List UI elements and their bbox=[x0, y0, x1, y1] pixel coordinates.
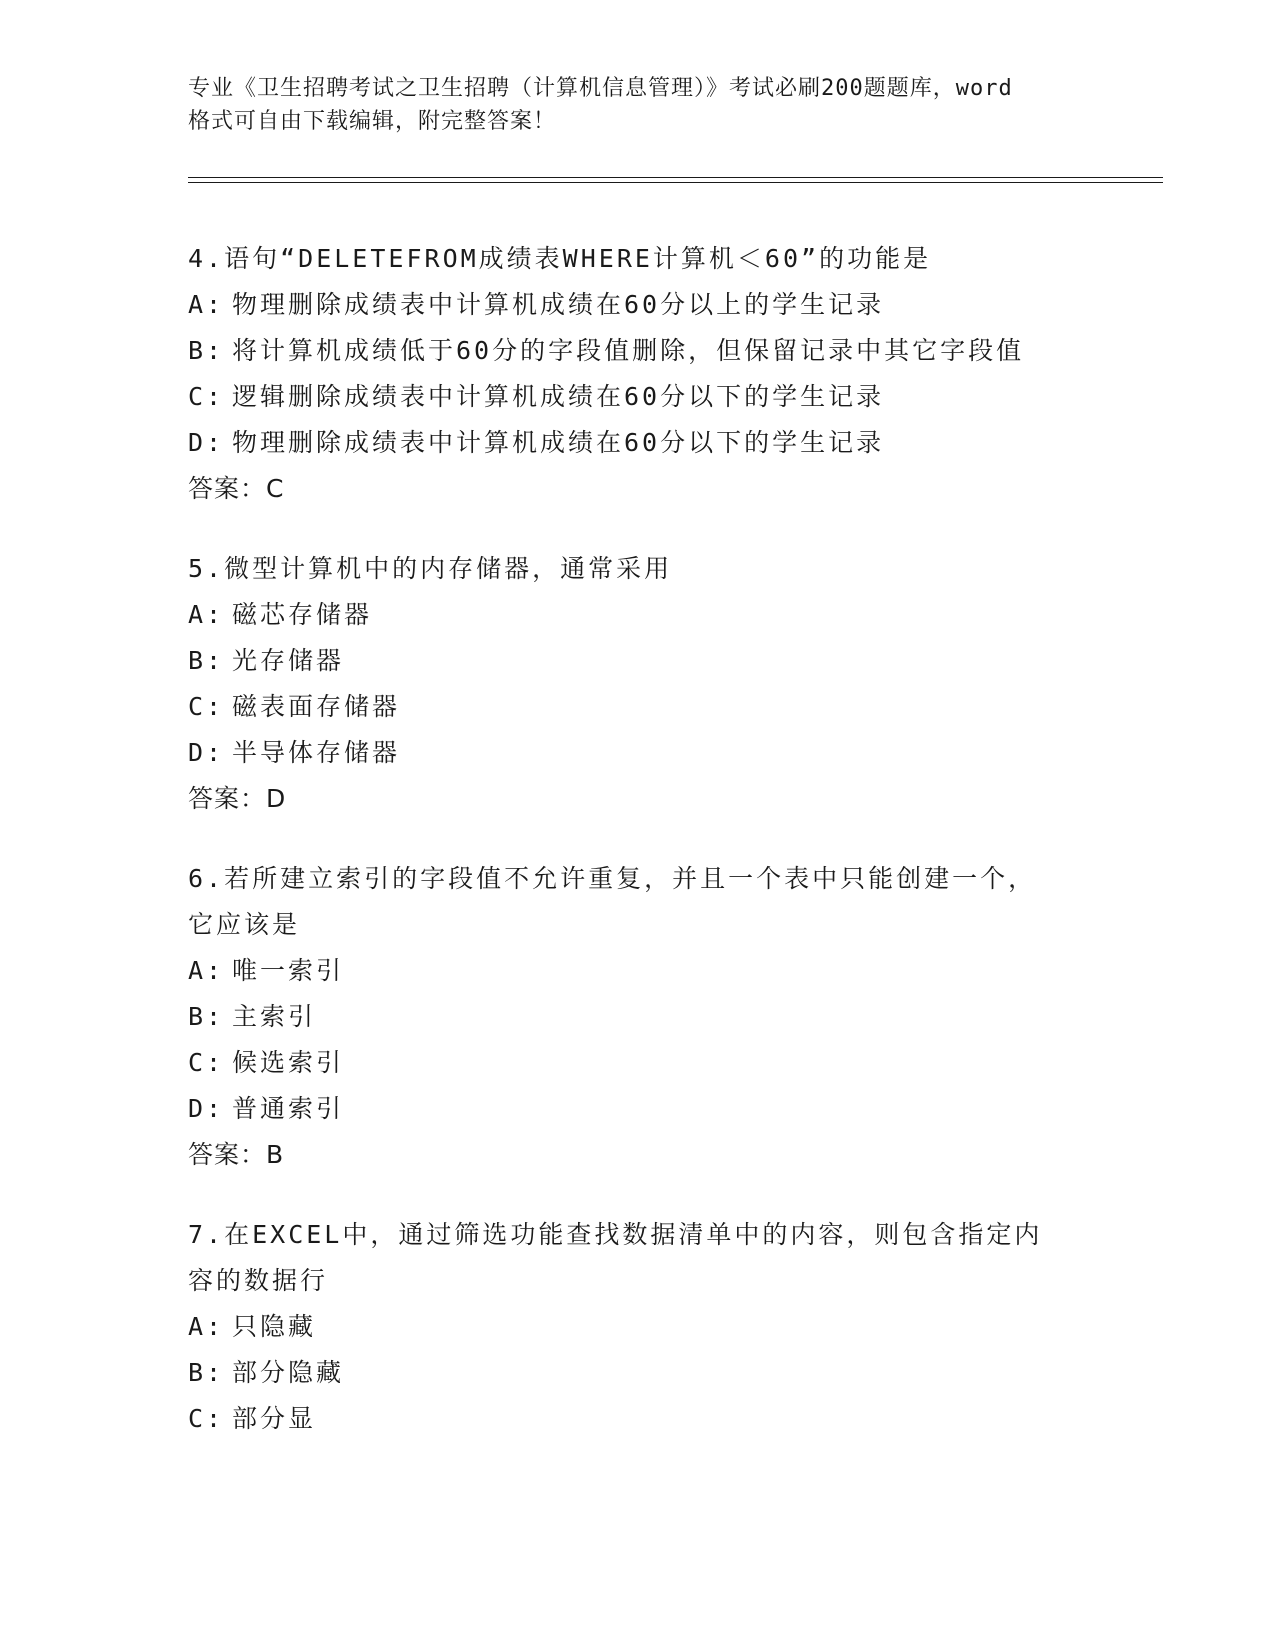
option-text: 磁芯存储器 bbox=[232, 600, 373, 629]
question-4 bbox=[188, 236, 1088, 512]
question-stem bbox=[188, 236, 1088, 282]
option-text: 部分显 bbox=[232, 1404, 317, 1433]
option-a bbox=[188, 948, 1088, 994]
option-key: C: bbox=[188, 382, 225, 411]
option-b bbox=[188, 638, 1088, 684]
document-header bbox=[188, 72, 1088, 138]
option-a bbox=[188, 1304, 1088, 1350]
question-stem-line: 6.若所建立索引的字段值不允许重复，并且一个表中只能创建一个， bbox=[188, 864, 1037, 893]
question-7 bbox=[188, 1212, 1088, 1442]
option-c bbox=[188, 374, 1088, 420]
option-text: 半导体存储器 bbox=[232, 738, 401, 767]
option-b bbox=[188, 328, 1088, 374]
option-text: 候选索引 bbox=[232, 1048, 345, 1077]
option-key: C: bbox=[188, 1048, 225, 1077]
option-d bbox=[188, 730, 1088, 776]
option-b bbox=[188, 1350, 1088, 1396]
option-a bbox=[188, 592, 1088, 638]
option-a bbox=[188, 282, 1088, 328]
option-c bbox=[188, 1396, 1088, 1442]
option-text: 普通索引 bbox=[232, 1094, 345, 1123]
header-divider-bottom bbox=[188, 182, 1163, 183]
option-key: A: bbox=[188, 956, 225, 985]
answer-line: 答案：D bbox=[188, 784, 287, 813]
option-key: D: bbox=[188, 738, 225, 767]
option-d bbox=[188, 420, 1088, 466]
option-b bbox=[188, 994, 1088, 1040]
header-divider-top bbox=[188, 177, 1163, 178]
option-key: D: bbox=[188, 428, 225, 457]
option-key: B: bbox=[188, 646, 225, 675]
question-stem-line: 容的数据行 bbox=[188, 1266, 329, 1295]
option-text: 将计算机成绩低于60分的字段值删除，但保留记录中其它字段值 bbox=[232, 336, 1025, 365]
option-text: 物理删除成绩表中计算机成绩在60分以下的学生记录 bbox=[232, 428, 885, 457]
question-stem-line: 它应该是 bbox=[188, 910, 301, 939]
option-text: 主索引 bbox=[232, 1002, 317, 1031]
question-stem-line: 5.微型计算机中的内存储器，通常采用 bbox=[188, 554, 673, 583]
question-stem-line: 4.语句“DELETEFROM成绩表WHERE计算机＜60”的功能是 bbox=[188, 244, 932, 273]
question-list bbox=[188, 236, 1088, 1476]
option-key: A: bbox=[188, 600, 225, 629]
option-text: 只隐藏 bbox=[232, 1312, 317, 1341]
option-key: A: bbox=[188, 1312, 225, 1341]
option-key: B: bbox=[188, 1002, 225, 1031]
option-key: D: bbox=[188, 1094, 225, 1123]
option-c bbox=[188, 684, 1088, 730]
question-stem bbox=[188, 1212, 1088, 1304]
option-c bbox=[188, 1040, 1088, 1086]
header-line-1: 专业《卫生招聘考试之卫生招聘（计算机信息管理）》考试必刷200题题库，word bbox=[188, 76, 1013, 101]
option-text: 光存储器 bbox=[232, 646, 345, 675]
option-key: B: bbox=[188, 1358, 225, 1387]
option-text: 逻辑删除成绩表中计算机成绩在60分以下的学生记录 bbox=[232, 382, 885, 411]
header-line-2: 格式可自由下载编辑，附完整答案！ bbox=[188, 109, 557, 134]
question-5 bbox=[188, 546, 1088, 822]
option-key: B: bbox=[188, 336, 225, 365]
option-text: 磁表面存储器 bbox=[232, 692, 401, 721]
option-key: C: bbox=[188, 692, 225, 721]
option-key: A: bbox=[188, 290, 225, 319]
question-stem bbox=[188, 546, 1088, 592]
answer-line: 答案：B bbox=[188, 1140, 285, 1169]
option-text: 物理删除成绩表中计算机成绩在60分以上的学生记录 bbox=[232, 290, 885, 319]
option-text: 部分隐藏 bbox=[232, 1358, 345, 1387]
option-key: C: bbox=[188, 1404, 225, 1433]
question-6 bbox=[188, 856, 1088, 1178]
option-text: 唯一索引 bbox=[232, 956, 345, 985]
question-stem bbox=[188, 856, 1088, 948]
option-d bbox=[188, 1086, 1088, 1132]
question-stem-line: 7.在EXCEL中，通过筛选功能查找数据清单中的内容，则包含指定内 bbox=[188, 1220, 1043, 1249]
answer-line: 答案：C bbox=[188, 474, 285, 503]
